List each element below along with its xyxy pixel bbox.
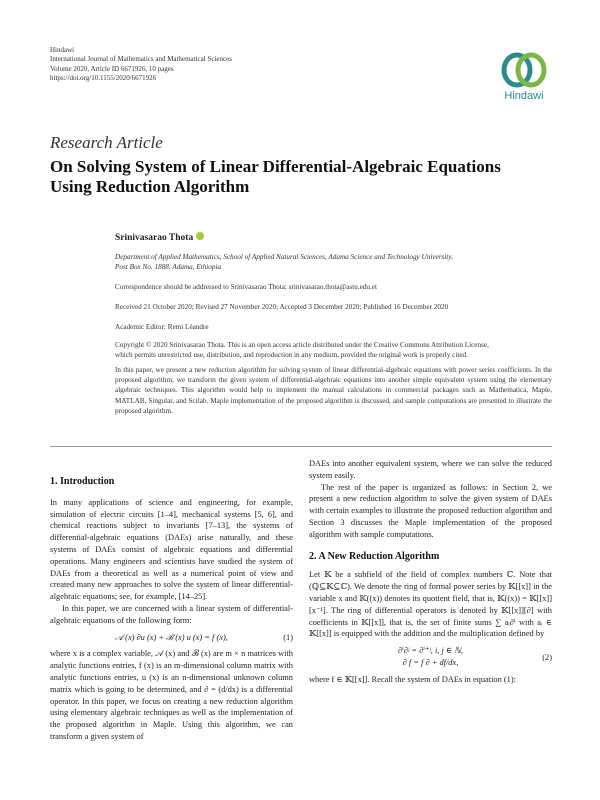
title-line-2: Using Reduction Algorithm <box>50 177 250 196</box>
article-type: Research Article <box>50 133 163 152</box>
affiliation-line-2: Post Box No. 1888, Adama, Ethiopia <box>115 263 222 272</box>
abstract: In this paper, we present a new reduction algorithm for solving system of linear differential-algebraic equations with power series coefficients. In the proposed algorithm, we transform the given system of differential-algebraic equations into another simple equivalent system using the elementary algebraic techniques. This algorithm would help to implement the manual calculations in commercial packages such as Mathematica, Maple, MATLAB, Singular, and Scilab. Maple implementation of the proposed algorithm is discussed, and sample computations are presented to illustrate the proposed algorithm. <box>115 366 552 415</box>
journal-header <box>50 46 232 84</box>
equation-2-number: (2) <box>542 653 552 663</box>
author <box>115 232 204 243</box>
divider <box>50 446 552 447</box>
left-column <box>50 476 293 743</box>
copyright-line-2: which permits unrestricted use, distribution, and reproduction in any medium, provided the original work is properly cited. <box>115 351 468 360</box>
right-column <box>309 458 552 686</box>
doi-link[interactable]: https://doi.org/10.1155/2020/6671926 <box>50 74 157 83</box>
copyright-line-1: Copyright © 2020 Srinivasarao Thota. This is an open access article distributed under the Creative Commons Attribution License, <box>115 341 489 349</box>
journal-name: International Journal of Mathematics and Mathematical Sciences <box>50 55 232 64</box>
affiliation-line-1: Department of Applied Mathematics, School of Applied Natural Sciences, Adama Science and Technology University, <box>115 253 453 261</box>
academic-editor: Academic Editor: Remi Léandre <box>115 323 209 331</box>
intro-paragraph-3: where x is a complex variable, 𝒜 (x) and ℬ (x) are m × n matrices with analytic functions entries, f (x) is an m-dimensional column matrix with analytic functions entries, u (x) is an n-dimensional unknown column matrix which is going to be determined, and ∂ = (d/dx) is a differential operator. In this paper, we focus on creating a new reduction algorithm using elementary algebraic techniques as well as the implementation of the proposed algorithm in Maple. Using this algorithm, we can transform a given system of <box>50 649 293 741</box>
right-paragraph-2: The rest of the paper is organized as follows: in Section 2, we present a new reduction algorithm to solve the given system of DAEs with certain examples to illustrate the proposed reduction algorithm and Section 3 discusses the Maple implementation of the proposed algorithm with sample computations. <box>309 482 552 539</box>
copyright <box>115 340 552 360</box>
volume-line: Volume 2020, Article ID 6671926, 10 pages <box>50 64 174 73</box>
section-2-paragraph-1: Let 𝕂 be a subfield of the field of complex numbers ℂ. Note that (ℚ⊆𝕂⊆ℂ). We denote the ring of formal power series by 𝕂[[x]] in the variable x and 𝕂((x)) denotes its quotient field, that is, 𝕂((x)) = 𝕂[[x]][x⁻¹]. The ring of differential operators is denoted by 𝕂[[x]][∂] with coefficients in 𝕂[[x]], that is, the set of finite sums ∑ aᵢ∂ⁱ with aᵢ ∈ 𝕂[[x]] is equipped with the addition and the multiplication defined by <box>309 570 552 639</box>
author-name[interactable]: Srinivasarao Thota <box>115 233 194 243</box>
equation-1-number: (1) <box>283 632 293 642</box>
correspondence: Correspondence should be addressed to Srinivasarao Thota; srinivasarao.thota@astu.edu.et <box>115 283 377 291</box>
equation-2 <box>309 645 552 669</box>
title-line-1: On Solving System of Linear Differential-Algebraic Equations <box>50 157 501 176</box>
publisher: Hindawi <box>50 46 75 54</box>
affiliation <box>115 252 552 272</box>
dates: Received 21 October 2020; Revised 27 November 2020; Accepted 3 December 2020; Published 16 December 2020 <box>115 303 449 311</box>
section-1-heading: 1. Introduction <box>50 476 115 487</box>
intro-paragraph-1: In many applications of science and engineering, for example, simulation of electric circuits [1–4], mechanical systems [5, 6], and chemical reactions subject to invariants [7–13], the systems of differential-algebraic equations (DAEs) arise naturally, and these systems of DAEs consist of algebraic equations and differential operations. Many engineers and scientists have studied the system of DAEs from a theoretical as well as a numerical point of view and created many new approaches to solve the system of linear differential-algebraic equations; see, for example, [14–25]. <box>50 497 293 602</box>
equation-1 <box>50 632 293 644</box>
section-2-heading: 2. A New Reduction Algorithm <box>309 550 440 562</box>
orcid-icon[interactable] <box>196 232 204 240</box>
right-paragraph-1: DAEs into another equivalent system, where we can solve the reduced system easily. <box>309 459 552 480</box>
equation-2a: ∂ⁱ∂ʲ = ∂ⁱ⁺ʲ, i, j ∈ ℕ, <box>397 646 464 656</box>
equation-1-body: 𝒜 (x) ∂u (x) + ℬ (x) u (x) = f (x), <box>115 632 228 642</box>
article-title <box>50 157 550 197</box>
logo-text: Hindawi <box>504 90 544 102</box>
section-2-paragraph-2: where f ∈ 𝕂[[x]]. Recall the system of DAEs in equation (1): <box>309 674 516 684</box>
intro-paragraph-2: In this paper, we are concerned with a linear system of differential-algebraic equations of the following form: <box>50 603 293 625</box>
equation-2b: ∂ f = f ∂ + df/dx, <box>402 657 459 667</box>
